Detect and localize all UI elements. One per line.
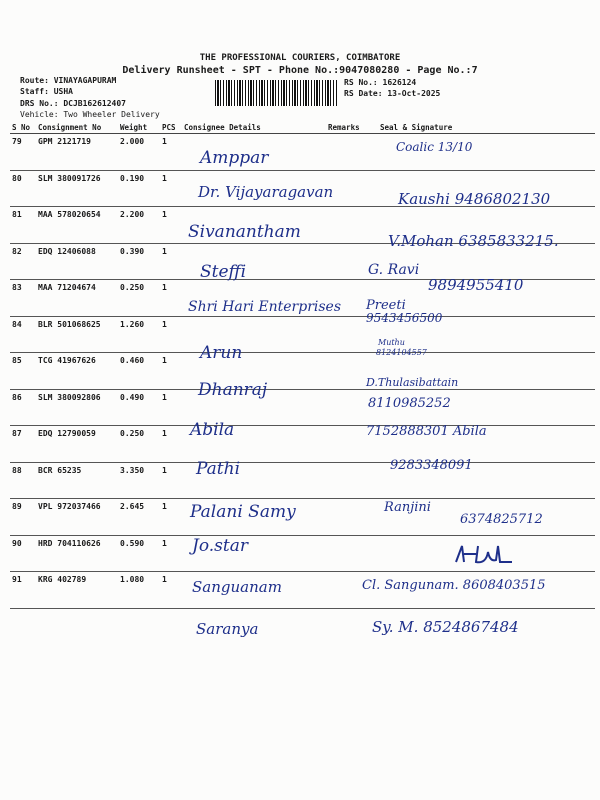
sno: 89 [10,499,36,536]
consignment-no: VPL 972037466 [36,499,118,536]
weight: 0.250 [118,426,160,463]
handwritten-signature: 9894955410 [428,276,524,294]
weight: 0.590 [118,535,160,572]
consignment-no: BLR 501068625 [36,316,118,353]
sno: 91 [10,572,36,609]
sno: 86 [10,389,36,426]
remarks-cell [326,134,378,171]
sno: 90 [10,535,36,572]
weight: 0.190 [118,170,160,207]
handwritten-signature: Sy. M. 8524867484 [372,618,519,636]
consignment-no: BCR 65235 [36,462,118,499]
weight: 1.260 [118,316,160,353]
handwritten-name: Sanguanam [192,578,282,596]
col-weight: Weight [118,122,160,134]
handwritten-name: Sivanantham [188,222,301,242]
handwritten-name: Pathi [196,459,241,479]
handwritten-name: Shri Hari Enterprises [188,299,342,315]
vehicle: Vehicle: Two Wheeler Delivery [20,110,160,119]
handwritten-name: Saranya [196,620,259,638]
consignment-no: MAA 71204674 [36,280,118,317]
table-row [10,353,595,390]
consignment-no: KRG 402789 [36,572,118,609]
pcs: 1 [160,389,182,426]
table-row [10,316,595,353]
handwritten-name: Steffi [200,262,247,282]
col-pcs: PCS [160,122,182,134]
table-row [10,462,595,499]
consignment-no: TCG 41967626 [36,353,118,390]
handwritten-signature: 7152888301 Abila [366,424,487,439]
company-title: THE PROFESSIONAL COURIERS, COIMBATORE [199,53,401,63]
weight: 0.460 [118,353,160,390]
consignment-no: EDQ 12790059 [36,426,118,463]
handwritten-name: Palani Samy [190,502,296,522]
handwritten-name: Arun [200,343,243,363]
handwritten-name: Abila [190,420,235,440]
pcs: 1 [160,572,182,609]
handwritten-signature: Preeti [366,298,406,313]
handwritten-signature: G. Ravi [368,262,420,278]
consignment-no: SLM 380092806 [36,389,118,426]
col-seal: Seal & Signature [378,122,595,134]
weight: 2.645 [118,499,160,536]
pcs: 1 [160,499,182,536]
col-sno: S No [10,122,36,134]
sno: 85 [10,353,36,390]
handwritten-signature: Ranjini [384,500,431,515]
weight: 2.000 [118,134,160,171]
consignment-no: HRD 704110626 [36,535,118,572]
handwritten-name: Amppar [200,148,269,168]
weight: 1.080 [118,572,160,609]
sno: 88 [10,462,36,499]
rs-date: RS Date: 13-Oct-2025 [344,89,441,98]
consignment-no: MAA 578020654 [36,207,118,244]
remarks-cell [326,207,378,244]
pcs: 1 [160,535,182,572]
weight: 3.350 [118,462,160,499]
handwritten-signature: 9283348091 [390,458,473,473]
sno: 84 [10,316,36,353]
handwritten-signature: Muthu [378,338,405,347]
consignment-no: EDQ 12406088 [36,243,118,280]
table-row [10,426,595,463]
handwritten-signature: 8110985252 [368,396,451,411]
barcode [215,80,337,106]
sno: 82 [10,243,36,280]
handwritten-signature: 6374825712 [460,512,543,527]
handwritten-signature: Coalic 13/10 [396,140,473,154]
weight: 0.250 [118,280,160,317]
pcs: 1 [160,462,182,499]
remarks-cell [326,462,378,499]
col-remarks: Remarks [326,122,378,134]
pcs: 1 [160,207,182,244]
rs-number: RS No.: 1626124 [344,78,417,87]
handwritten-signature: Cl. Sangunam. 8608403515 [362,578,546,593]
pcs: 1 [160,170,182,207]
pcs: 1 [160,134,182,171]
remarks-cell [326,170,378,207]
col-consignee: Consignee Details [182,122,326,134]
pcs: 1 [160,243,182,280]
weight: 0.490 [118,389,160,426]
scribble-signature [452,540,522,568]
sno: 81 [10,207,36,244]
sno: 80 [10,170,36,207]
handwritten-name: Dr. Vijayaragavan [198,183,334,201]
remarks-cell [326,535,378,572]
staff: Staff: USHA [20,87,73,96]
sno: 79 [10,134,36,171]
handwritten-signature: 8124104557 [376,348,427,357]
handwritten-signature: Kaushi 9486802130 [398,190,551,208]
drs-number: DRS No.: DCJB162612407 [20,99,126,108]
weight: 0.390 [118,243,160,280]
consignment-no: GPM 2121719 [36,134,118,171]
pcs: 1 [160,426,182,463]
table-row [10,389,595,426]
remarks-cell [326,499,378,536]
table-row [10,134,595,171]
col-consignment: Consignment No [36,122,118,134]
pcs: 1 [160,316,182,353]
handwritten-signature: V.Mohan 6385833215. [388,232,559,250]
route: Route: VINAYAGAPURAM [20,76,117,85]
handwritten-name: Dhanraj [198,380,268,400]
pcs: 1 [160,280,182,317]
sno: 87 [10,426,36,463]
runsheet-subtitle: Delivery Runsheet - SPT - Phone No.:9047080280 - Page No.:7 [122,65,478,76]
handwritten-signature: D.Thulasibattain [366,376,459,389]
handwritten-name: Jo.star [192,536,248,556]
handwritten-signature: 9543456500 [366,311,443,325]
pcs: 1 [160,353,182,390]
weight: 2.200 [118,207,160,244]
consignment-no: SLM 380091726 [36,170,118,207]
sno: 83 [10,280,36,317]
table-header-row [10,122,595,134]
